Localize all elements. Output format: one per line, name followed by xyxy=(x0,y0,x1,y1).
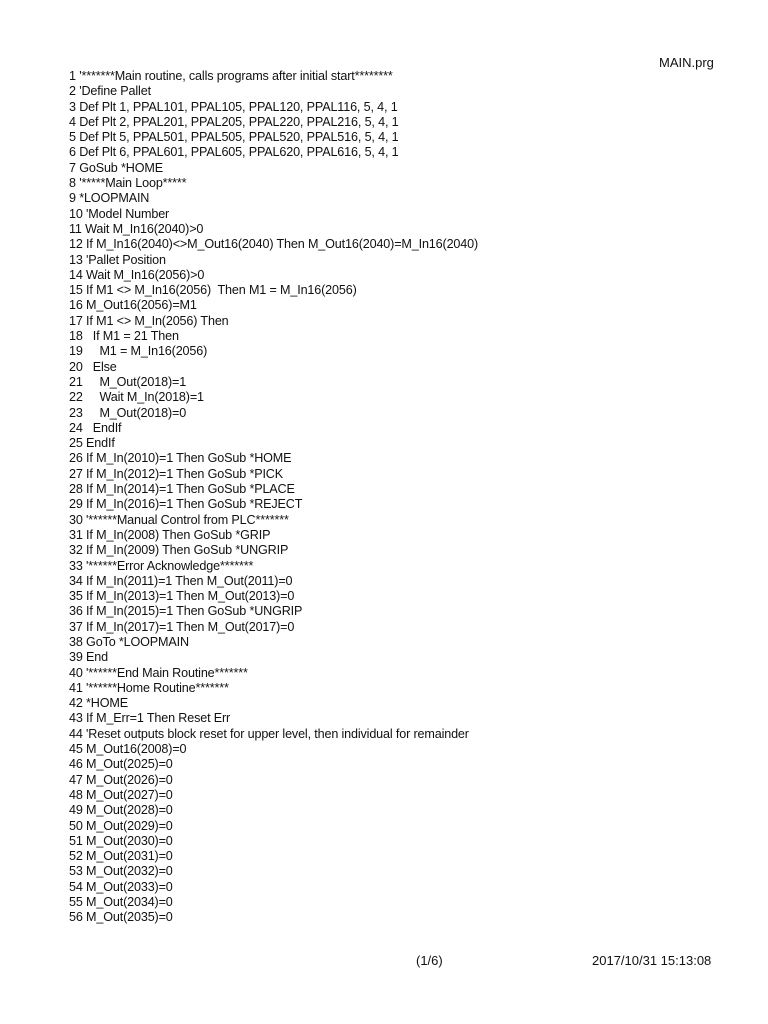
code-line: 15 If M1 <> M_In16(2056) Then M1 = M_In16(2056) xyxy=(69,283,357,298)
code-line: 20 Else xyxy=(69,359,117,374)
code-line: 8 '*****Main Loop***** xyxy=(69,176,187,191)
code-line: 42 *HOME xyxy=(69,696,128,711)
code-line: 7 GoSub *HOME xyxy=(69,160,163,175)
code-line: 47 M_Out(2026)=0 xyxy=(69,772,173,787)
code-line: 19 M1 = M_In16(2056) xyxy=(69,344,208,359)
code-line: 23 M_Out(2018)=0 xyxy=(69,405,187,420)
code-line: 10 'Model Number xyxy=(69,206,170,221)
code-line: 53 M_Out(2032)=0 xyxy=(69,864,173,879)
code-line: 21 M_Out(2018)=1 xyxy=(69,374,187,389)
code-line: 5 Def Plt 5, PPAL501, PPAL505, PPAL520, PPAL516, 5, 4, 1 xyxy=(69,130,399,145)
code-line: 51 M_Out(2030)=0 xyxy=(69,833,173,848)
page-number: (1/6) xyxy=(416,953,443,968)
code-line: 22 Wait M_In(2018)=1 xyxy=(69,390,204,405)
code-line: 27 If M_In(2012)=1 Then GoSub *PICK xyxy=(69,466,283,481)
code-line: 12 If M_In16(2040)<>M_Out16(2040) Then M_Out16(2040)=M_In16(2040) xyxy=(69,237,479,252)
code-line: 37 If M_In(2017)=1 Then M_Out(2017)=0 xyxy=(69,619,295,634)
code-line: 56 M_Out(2035)=0 xyxy=(69,910,173,925)
code-line: 54 M_Out(2033)=0 xyxy=(69,879,173,894)
code-line: 38 GoTo *LOOPMAIN xyxy=(69,634,189,649)
code-line: 32 If M_In(2009) Then GoSub *UNGRIP xyxy=(69,543,289,558)
code-line: 11 Wait M_In16(2040)>0 xyxy=(69,221,204,236)
code-line: 17 If M1 <> M_In(2056) Then xyxy=(69,313,229,328)
code-line: 28 If M_In(2014)=1 Then GoSub *PLACE xyxy=(69,482,295,497)
code-line: 26 If M_In(2010)=1 Then GoSub *HOME xyxy=(69,451,292,466)
code-line: 18 If M1 = 21 Then xyxy=(69,329,179,344)
code-line: 4 Def Plt 2, PPAL201, PPAL205, PPAL220, PPAL216, 5, 4, 1 xyxy=(69,114,399,129)
code-line: 3 Def Plt 1, PPAL101, PPAL105, PPAL120, PPAL116, 5, 4, 1 xyxy=(69,99,398,114)
code-line: 43 If M_Err=1 Then Reset Err xyxy=(69,711,231,726)
code-line: 45 M_Out16(2008)=0 xyxy=(69,742,187,757)
code-line: 35 If M_In(2013)=1 Then M_Out(2013)=0 xyxy=(69,589,295,604)
code-line: 49 M_Out(2028)=0 xyxy=(69,803,173,818)
code-line: 14 Wait M_In16(2056)>0 xyxy=(69,267,205,282)
code-line: 40 '******End Main Routine******* xyxy=(69,665,248,680)
code-line: 55 M_Out(2034)=0 xyxy=(69,895,173,910)
code-line: 1 '*******Main routine, calls programs after initial start******** xyxy=(69,69,393,83)
code-line: 44 'Reset outputs block reset for upper level, then individual for remainder xyxy=(69,726,469,741)
code-line: 6 Def Plt 6, PPAL601, PPAL605, PPAL620, PPAL616, 5, 4, 1 xyxy=(69,145,399,160)
code-line: 16 M_Out16(2056)=M1 xyxy=(69,298,197,313)
code-line: 29 If M_In(2016)=1 Then GoSub *REJECT xyxy=(69,497,303,512)
code-line: 39 End xyxy=(69,650,109,665)
code-line: 2 'Define Pallet xyxy=(69,84,151,99)
print-datetime: 2017/10/31 15:13:08 xyxy=(592,953,712,968)
code-line: 46 M_Out(2025)=0 xyxy=(69,757,173,772)
code-line: 9 *LOOPMAIN xyxy=(69,191,150,206)
code-line: 36 If M_In(2015)=1 Then GoSub *UNGRIP xyxy=(69,604,303,619)
code-line: 31 If M_In(2008) Then GoSub *GRIP xyxy=(69,527,271,542)
code-line: 33 '******Error Acknowledge******* xyxy=(69,558,254,573)
code-line: 24 EndIf xyxy=(69,420,122,435)
code-line: 30 '******Manual Control from PLC******* xyxy=(69,512,289,527)
code-line: 34 If M_In(2011)=1 Then M_Out(2011)=0 xyxy=(69,573,293,588)
code-line: 50 M_Out(2029)=0 xyxy=(69,818,173,833)
code-listing xyxy=(69,69,478,926)
code-line: 52 M_Out(2031)=0 xyxy=(69,849,173,864)
file-name: MAIN.prg xyxy=(659,55,714,70)
code-line: 41 '******Home Routine******* xyxy=(69,680,229,695)
code-line: 25 EndIf xyxy=(69,436,115,451)
code-line: 48 M_Out(2027)=0 xyxy=(69,787,173,802)
code-line: 13 'Pallet Position xyxy=(69,252,166,267)
